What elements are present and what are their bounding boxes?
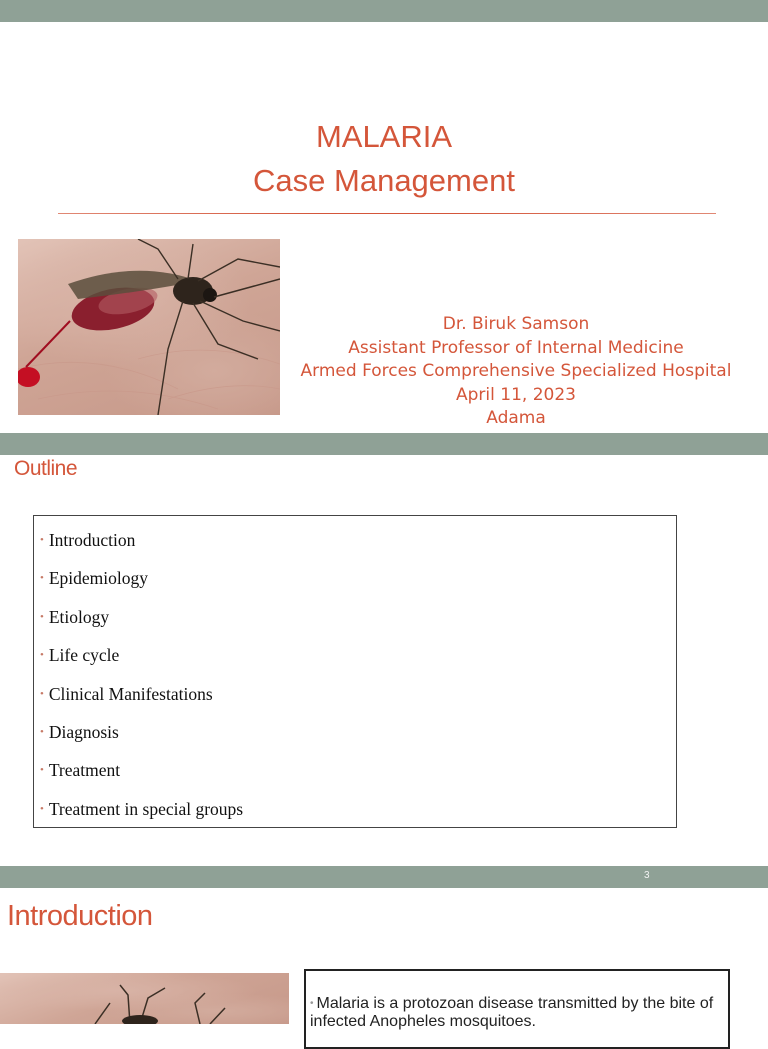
bullet-dot-icon: • [40,649,44,662]
bullet-dot-icon: • [40,572,44,585]
bullet-dot-icon: • [40,764,44,777]
bullet-dot-icon: • [40,725,44,738]
outline-item: • Diagnosis [40,721,119,742]
slide-subtitle-case-management: Case Management [253,163,515,198]
mosquito-illustration-2 [0,973,289,1024]
mosquito-illustration [18,239,280,415]
presenter-name: Dr. Biruk Samson [442,314,590,334]
bullet-dot-icon: • [310,998,314,1009]
bullet-dot-icon: • [40,802,44,815]
outline-title: Outline [14,457,78,480]
presenter-info [300,313,732,431]
mosquito-photo-2 [0,973,289,1024]
presentation-location: Adama [486,408,546,428]
outline-box [33,515,677,828]
outline-list [40,530,243,837]
introduction-text-box [304,969,730,1049]
presenter-institution: Armed Forces Comprehensive Specialized Hospital [300,361,732,381]
introduction-title: Introduction [7,900,153,932]
outline-item: • Clinical Manifestations [40,683,213,704]
outline-item: • Introduction [40,530,136,550]
introduction-bullet: • Malaria is a protozoan disease transmitted by the bite of infected Anopheles mosquitoes. [310,995,714,1030]
presentation-date: April 11, 2023 [456,384,576,405]
bullet-dot-icon: • [40,534,44,546]
slide-separator-band-2 [0,866,768,888]
outline-item: • Epidemiology [40,568,149,589]
slide-title-malaria: MALARIA [315,119,453,154]
outline-item: • Etiology [40,606,110,627]
outline-item: • Treatment in special groups [40,798,244,819]
title-divider [58,213,716,214]
outline-item: • Treatment [40,760,121,781]
presenter-role: Assistant Professor of Internal Medicine [348,337,684,358]
page-number: 3 [644,870,650,881]
slide-separator-band [0,433,768,455]
outline-item: • Life cycle [40,645,120,666]
bullet-dot-icon: • [40,610,44,623]
bullet-dot-icon: • [40,687,44,700]
slide-top-band [0,0,768,22]
mosquito-photo [18,239,280,415]
